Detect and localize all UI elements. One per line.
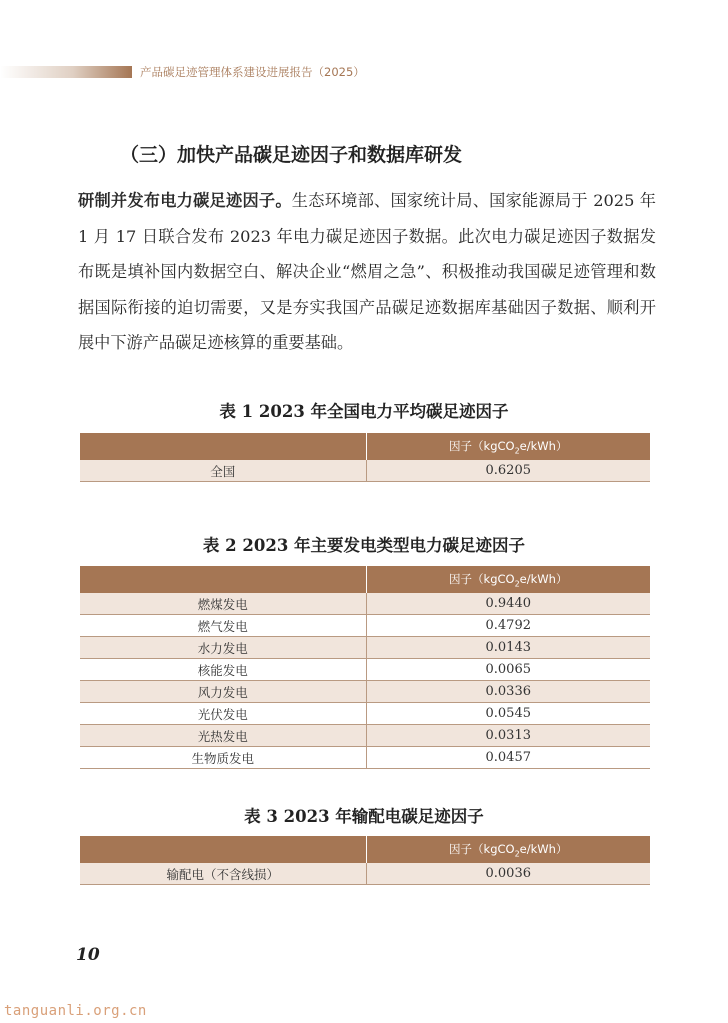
- row-label: 燃气发电: [80, 615, 366, 637]
- row-label: 核能发电: [80, 659, 366, 681]
- table-1: [80, 433, 650, 482]
- row-value: 0.4792: [366, 615, 650, 637]
- table-row: [80, 593, 650, 615]
- header-cell-factor: 因子（kgCO$_2$e/kWh）: [366, 836, 650, 863]
- header-cell-blank: [80, 836, 366, 863]
- table-row: [80, 681, 650, 703]
- section-heading: （三）加快产品碳足迹因子和数据库研发: [120, 144, 463, 166]
- row-value: 0.0457: [366, 747, 650, 769]
- row-label: 水力发电: [80, 637, 366, 659]
- table-2: [80, 566, 650, 769]
- table-header-row: [80, 566, 650, 593]
- row-value: 0.0313: [366, 725, 650, 747]
- table-row: [80, 637, 650, 659]
- row-label: 输配电（不含线损）: [80, 863, 366, 885]
- paragraph-text: 生态环境部、国家统计局、国家能源局于 2025 年 1 月 17 日联合发布 2023 年电力碳足迹因子数据。此次电力碳足迹因子数据发布既是填补国内数据空白、解决企业“燃眉之急”、积极推动我国碳足迹管理和数据国际衔接的迫切需要，又是夯实我国产品碳足迹数据库基础因子数据、顺利开展中下游产品碳足迹核算的重要基础。: [78, 191, 656, 352]
- row-label: 燃煤发电: [80, 593, 366, 615]
- row-label: 风力发电: [80, 681, 366, 703]
- page-number: 10: [76, 945, 100, 965]
- table-3: [80, 836, 650, 885]
- table-row: [80, 863, 650, 885]
- header-cell-factor: 因子（kgCO$_2$e/kWh）: [366, 433, 650, 460]
- table-row: [80, 725, 650, 747]
- table-3-caption: 表 3 2023 年输配电碳足迹因子: [244, 807, 484, 826]
- running-header: 产品碳足迹管理体系建设进展报告（2025）: [140, 65, 365, 79]
- row-label: 光伏发电: [80, 703, 366, 725]
- row-value: 0.0065: [366, 659, 650, 681]
- paragraph-lead: 研制并发布电力碳足迹因子。: [78, 191, 292, 210]
- table-header-row: [80, 836, 650, 863]
- header-decoration-band: [0, 66, 132, 78]
- row-label: 光热发电: [80, 725, 366, 747]
- row-value: 0.9440: [366, 593, 650, 615]
- row-label: 全国: [80, 460, 366, 482]
- table-row: [80, 747, 650, 769]
- header-cell-blank: [80, 566, 366, 593]
- table-row: [80, 460, 650, 482]
- row-value: 0.6205: [366, 460, 650, 482]
- body-paragraph: [78, 183, 656, 361]
- watermark: tanguanli.org.cn: [4, 1003, 147, 1019]
- table-header-row: [80, 433, 650, 460]
- row-value: 0.0036: [366, 863, 650, 885]
- table-row: [80, 703, 650, 725]
- row-value: 0.0336: [366, 681, 650, 703]
- header-cell-blank: [80, 433, 366, 460]
- table-1-caption: 表 1 2023 年全国电力平均碳足迹因子: [219, 402, 509, 421]
- row-value: 0.0143: [366, 637, 650, 659]
- header-cell-factor: 因子（kgCO$_2$e/kWh）: [366, 566, 650, 593]
- table-2-caption: 表 2 2023 年主要发电类型电力碳足迹因子: [202, 536, 526, 555]
- row-label: 生物质发电: [80, 747, 366, 769]
- table-row: [80, 615, 650, 637]
- row-value: 0.0545: [366, 703, 650, 725]
- table-row: [80, 659, 650, 681]
